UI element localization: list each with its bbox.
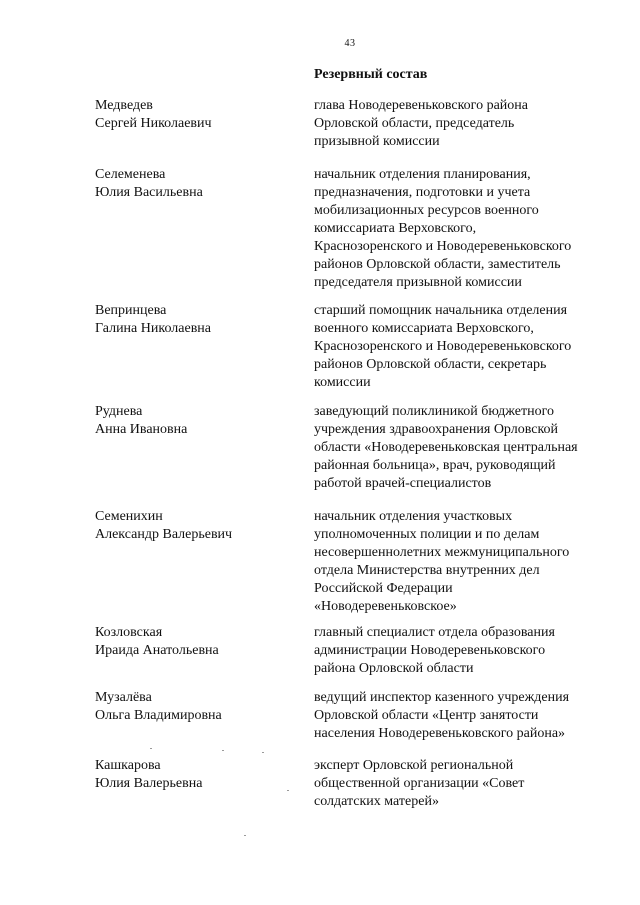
role-line: Краснозоренского и Новодеревеньковского xyxy=(314,239,572,254)
member-given-names: Александр Валерьевич xyxy=(95,527,233,542)
member-surname: Медведев xyxy=(95,98,153,113)
member-role xyxy=(314,403,614,493)
member-given-names: Ираида Анатольевна xyxy=(95,643,219,658)
scan-speck xyxy=(150,748,152,749)
page-number: 43 xyxy=(344,38,356,49)
member-surname: Козловская xyxy=(95,625,163,640)
member-surname: Руднева xyxy=(95,404,143,419)
role-line: начальник отделения участковых xyxy=(314,509,513,524)
role-line: района Орловской области xyxy=(314,661,474,676)
member-role xyxy=(314,757,614,811)
section-title: Резервный состав xyxy=(314,67,428,82)
member-given-names: Юлия Васильевна xyxy=(95,185,203,200)
scan-speck xyxy=(262,752,264,753)
role-line: уполномоченных полиции и по делам xyxy=(314,527,540,542)
role-line: учреждения здравоохранения Орловской xyxy=(314,422,559,437)
role-line: районная больница», врач, руководящий xyxy=(314,458,556,473)
role-line: предназначения, подготовки и учета xyxy=(314,185,531,200)
role-line: районов Орловской области, заместитель xyxy=(314,257,561,272)
role-line: работой врачей-специалистов xyxy=(314,476,492,491)
role-line: области «Новодеревеньковская центральная xyxy=(314,440,578,455)
role-line: заведующий поликлиникой бюджетного xyxy=(314,404,554,419)
member-name xyxy=(95,302,295,338)
scan-speck xyxy=(244,835,246,836)
member-role xyxy=(314,624,614,678)
member-name xyxy=(95,97,295,133)
member-role xyxy=(314,97,614,151)
role-line: населения Новодеревеньковского района» xyxy=(314,726,566,741)
member-surname: Селеменева xyxy=(95,167,166,182)
member-name xyxy=(95,403,295,439)
role-line: комиссии xyxy=(314,375,371,390)
role-line: председателя призывной комиссии xyxy=(314,275,522,290)
role-line: глава Новодеревеньковского района xyxy=(314,98,528,113)
member-surname: Музалёва xyxy=(95,690,152,705)
scan-speck xyxy=(287,790,289,791)
member-given-names: Юлия Валерьевна xyxy=(95,776,203,791)
member-role xyxy=(314,508,614,616)
member-name xyxy=(95,508,295,544)
role-line: Российской Федерации xyxy=(314,581,453,596)
role-line: несовершеннолетних межмуниципального xyxy=(314,545,570,560)
role-line: эксперт Орловской региональной xyxy=(314,758,514,773)
member-name xyxy=(95,689,295,725)
member-surname: Семенихин xyxy=(95,509,163,524)
member-name xyxy=(95,624,295,660)
role-line: общественной организации «Совет xyxy=(314,776,525,791)
member-given-names: Галина Николаевна xyxy=(95,321,212,336)
role-line: старший помощник начальника отделения xyxy=(314,303,568,318)
role-line: «Новодеревеньковское» xyxy=(314,599,457,614)
role-line: главный специалист отдела образования xyxy=(314,625,555,640)
role-line: военного комиссариата Верховского, xyxy=(314,321,534,336)
member-role xyxy=(314,166,614,292)
role-line: солдатских матерей» xyxy=(314,794,439,809)
member-surname: Вепринцева xyxy=(95,303,167,318)
member-given-names: Анна Ивановна xyxy=(95,422,188,437)
role-line: ведущий инспектор казенного учреждения xyxy=(314,690,570,705)
member-name xyxy=(95,166,295,202)
member-given-names: Ольга Владимировна xyxy=(95,708,222,723)
member-surname: Кашкарова xyxy=(95,758,161,773)
role-line: комиссариата Верховского, xyxy=(314,221,477,236)
member-given-names: Сергей Николаевич xyxy=(95,116,212,131)
member-role xyxy=(314,302,614,392)
role-line: Краснозоренского и Новодеревеньковского xyxy=(314,339,572,354)
scan-speck xyxy=(222,750,224,751)
role-line: Орловской области «Центр занятости xyxy=(314,708,539,723)
role-line: призывной комиссии xyxy=(314,134,440,149)
role-line: начальник отделения планирования, xyxy=(314,167,531,182)
role-line: районов Орловской области, секретарь xyxy=(314,357,547,372)
role-line: отдела Министерства внутренних дел xyxy=(314,563,540,578)
member-role xyxy=(314,689,614,743)
member-name xyxy=(95,757,295,793)
role-line: администрации Новодеревеньковского xyxy=(314,643,546,658)
role-line: Орловской области, председатель xyxy=(314,116,515,131)
role-line: мобилизационных ресурсов военного xyxy=(314,203,539,218)
